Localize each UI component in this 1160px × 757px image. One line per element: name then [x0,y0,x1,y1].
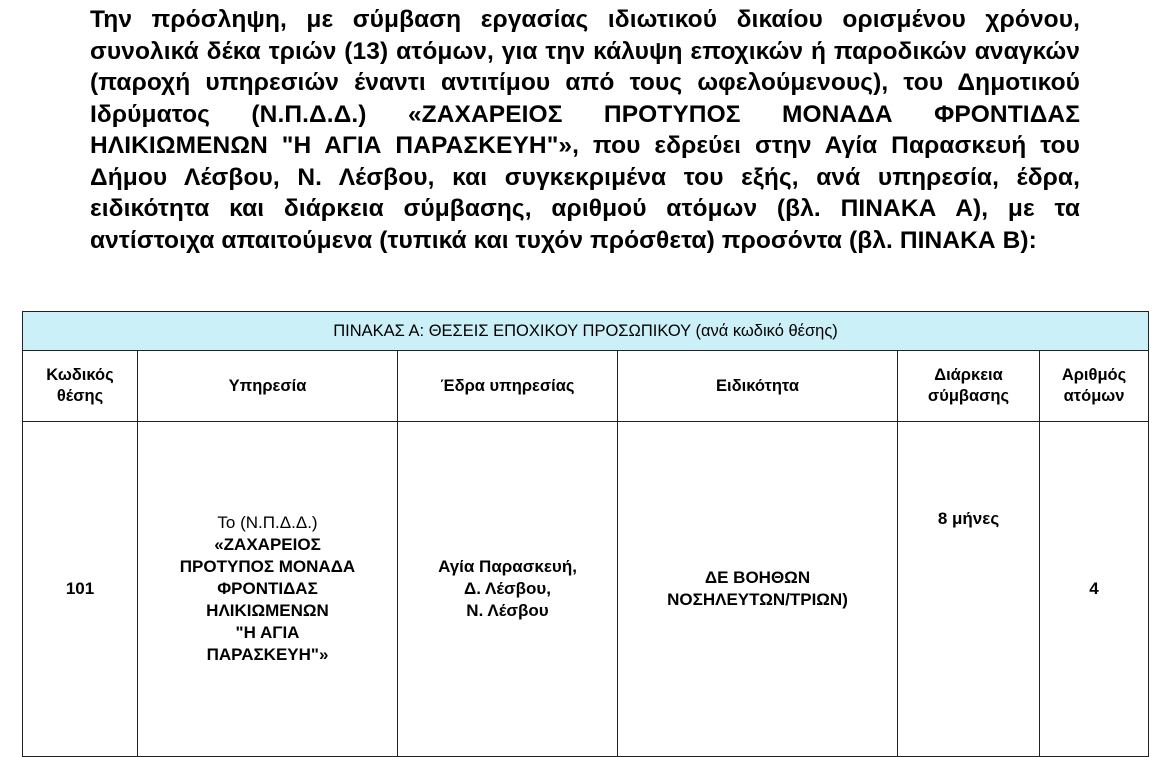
service-line: ΠΡΟΤΥΠΟΣ ΜΟΝΑΔΑ [179,557,356,576]
header-count-line: Αριθμός [1061,366,1127,384]
header-count-line: ατόμων [1063,387,1125,405]
cell-location [398,422,618,757]
cell-code: 101 [23,422,138,757]
positions-table [22,311,1149,757]
specialty-line: ΝΟΣΗΛΕΥΤΩΝ/ΤΡΙΩΝ) [667,590,848,609]
header-duration-line: σύμβασης [927,387,1010,405]
intro-paragraph: Την πρόσληψη, με σύμβαση εργασίας ιδιωτικού δικαίου ορισμένου χρόνου, συνολικά δέκα τριών (13) ατόμων, για την κάλυψη εποχικών ή παροδικών αναγκών (παροχή υπηρεσιών έναντι αντιτίμου από τους ωφελούμενους), του Δημοτικού Ιδρύματος (Ν.Π.Δ.Δ.) «ΖΑΧΑΡΕΙΟΣ ΠΡΟΤΥΠΟΣ ΜΟΝΑΔΑ ΦΡΟΝΤΙΔΑΣ ΗΛΙΚΙΩΜΕΝΩΝ "Η ΑΓΙΑ ΠΑΡΑΣΚΕΥΗ"», που εδρεύει στην Αγία Παρασκευή του Δήμου Λέσβου, Ν. Λέσβου, και συγκεκριμένα του εξής, ανά υπηρεσία, έδρα, ειδικότητα και διάρκεια σύμβασης, αριθμού ατόμων (βλ. ΠΙΝΑΚΑ Α), με τα αντίστοιχα απαιτούμενα (τυπικά και τυχόν πρόσθετα) προσόντα (βλ. ΠΙΝΑΚΑ Β): [90,6,1080,254]
table-title [23,312,1149,351]
service-line: «ΖΑΧΑΡΕΙΟΣ [214,535,321,554]
table-title-row [23,312,1149,351]
table-row [23,422,1149,757]
header-code [23,351,138,422]
location-line: Ν. Λέσβου [466,601,549,620]
service-line: "Η ΑΓΙΑ [235,623,300,642]
location-line: Δ. Λέσβου, [463,579,552,598]
header-code-line: θέσης [56,387,104,405]
table-title-main: ΠΙΝΑΚΑΣ Α: ΘΕΣΕΙΣ ΕΠΟΧΙΚΟΥ ΠΡΟΣΩΠΙΚΟΥ [333,321,691,340]
header-code-line: Κωδικός [46,366,114,384]
location-line: Αγία Παρασκευή, [438,557,577,576]
service-prefix: Το (Ν.Π.Δ.Δ.) [217,513,318,532]
specialty-line: ΔΕ ΒΟΗΘΩΝ [704,568,811,587]
header-duration-line: Διάρκεια [934,366,1003,384]
service-line: ΦΡΟΝΤΙΔΑΣ [217,579,318,598]
table-header-row [23,351,1149,422]
header-count [1040,351,1149,422]
service-line: ΠΑΡΑΣΚΕΥΗ"» [206,645,329,664]
header-specialty: Ειδικότητα [618,351,898,422]
cell-count: 4 [1040,422,1149,757]
header-duration [898,351,1040,422]
header-location: Έδρα υπηρεσίας [398,351,618,422]
table-title-sub: (ανά κωδικό θέσης) [695,321,838,340]
cell-duration: 8 μήνες [898,422,1040,757]
service-line: ΗΛΙΚΙΩΜΕΝΩΝ [206,601,329,620]
cell-specialty [618,422,898,757]
cell-service [138,422,398,757]
header-service: Υπηρεσία [138,351,398,422]
